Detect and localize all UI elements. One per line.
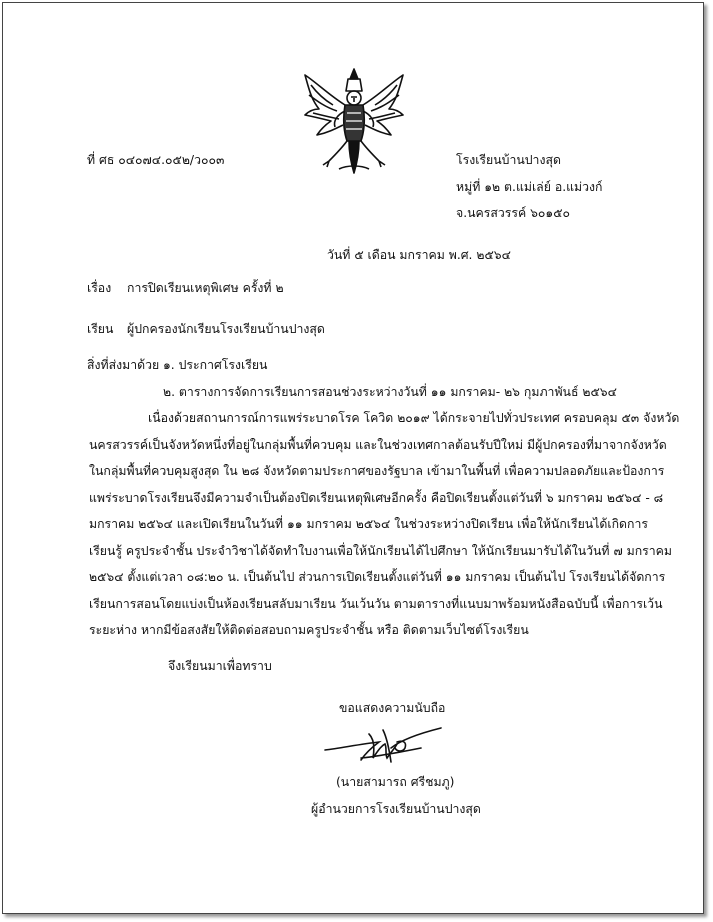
date-line: วันที่ ๕ เดือน มกราคม พ.ศ. ๒๕๖๔ bbox=[327, 248, 511, 262]
recipient-text: ผู้ปกครองนักเรียนโรงเรียนบ้านปางสุด bbox=[127, 322, 325, 336]
recipient-label: เรียน bbox=[87, 322, 114, 336]
body-line-8: เรียนการสอนโดยแบ่งเป็นห้องเรียนสลับมาเรียน วันเว้นวัน ตามตารางที่แนบมาพร้อมหนังสือฉบับนี้ เพื่อการเว้น bbox=[89, 597, 663, 611]
letter-page bbox=[2, 2, 704, 914]
body-line-6: เรียนรู้ ครูประจำชั้น ประจำวิชาได้จัดทำใบงานเพื่อให้นักเรียนได้ไปศึกษา ให้นักเรียนมารับได้ในวันที่ ๗ มกราคม bbox=[89, 544, 672, 558]
body-line-4: แพร่ระบาดโรงเรียนจึงมีความจำเป็นต้องปิดเรียนเหตุพิเศษอีกครั้ง คือปิดเรียนตั้งแต่วันที่ ๖ มกราคม ๒๕๖๔ - ๘ bbox=[89, 491, 664, 505]
subject-label: เรื่อง bbox=[87, 281, 112, 295]
regards-text: ขอแสดงความนับถือ bbox=[339, 701, 446, 715]
body-line-1: เนื่องด้วยสถานการณ์การแพร่ระบาดโรค โควิด ๒๐๑๙ ได้กระจายไปทั่วประเทศ ครอบคลุม ๕๓ จังหวัด bbox=[148, 411, 680, 425]
signer-name: (นายสามารถ ศรีชมภู) bbox=[336, 775, 455, 789]
body-line-5: มกราคม ๒๕๖๔ และเปิดเรียนในวันที่ ๑๑ มกราคม ๒๕๖๔ ในช่วงระหว่างปิดเรียน เพื่อให้นักเรียนได้เกิดการ bbox=[89, 517, 648, 531]
attachment-item-2: ๒. ตารางการจัดการเรียนการสอนช่วงระหว่างวันที่ ๑๑ มกราคม- ๒๖ กุมภาพันธ์ ๒๕๖๔ bbox=[163, 385, 617, 399]
closing-text: จึงเรียนมาเพื่อทราบ bbox=[168, 659, 272, 673]
attachment-item-1: ๑. ประกาศโรงเรียน bbox=[163, 358, 268, 372]
document-number: ที่ ศธ ๐๔๐๗๔.๐๕๒/ว๐๐๓ bbox=[87, 153, 225, 167]
body-line-7: ๒๕๖๔ ตั้งแต่เวลา ๐๘:๒๐ น. เป็นต้นไป ส่วนการเปิดเรียนตั้งแต่วันที่ ๑๑ มกราคม เป็นต้นไป โรงเรียนได้จัดการ bbox=[89, 570, 666, 584]
signer-title: ผู้อำนวยการโรงเรียนบ้านปางสุด bbox=[311, 802, 481, 816]
body-line-9: ระยะห่าง หากมีข้อสงสัยให้ติดต่อสอบถามครูประจำชั้น หรือ ติดตามเว็บไซต์โรงเรียน bbox=[89, 623, 529, 637]
body-line-2: นครสวรรค์เป็นจังหวัดหนึ่งที่อยู่ในกลุ่มพื้นที่ควบคุม และในช่วงเทศกาลต้อนรับปีใหม่ มีผู้ปกครองที่มาจากจังหวัด bbox=[89, 438, 667, 452]
school-name: โรงเรียนบ้านปางสุด bbox=[456, 153, 561, 167]
body-line-3: ในกลุ่มพื้นที่ควบคุมสูงสุด ใน ๒๘ จังหวัดตามประกาศของรัฐบาล เข้ามาในพื้นที่ เพื่อความปลอดภัยและป้องการ bbox=[89, 464, 665, 478]
school-address-line: หมู่ที่ ๑๒ ต.แม่เล่ย์ อ.แม่วงก์ bbox=[456, 180, 603, 194]
signature-icon bbox=[321, 718, 453, 770]
subject-text: การปิดเรียนเหตุพิเศษ ครั้งที่ ๒ bbox=[127, 281, 284, 295]
attachments-label: สิ่งที่ส่งมาด้วย bbox=[87, 358, 160, 372]
garuda-emblem-icon bbox=[299, 65, 409, 177]
school-province-line: จ.นครสวรรค์ ๖๐๑๕๐ bbox=[456, 206, 571, 220]
